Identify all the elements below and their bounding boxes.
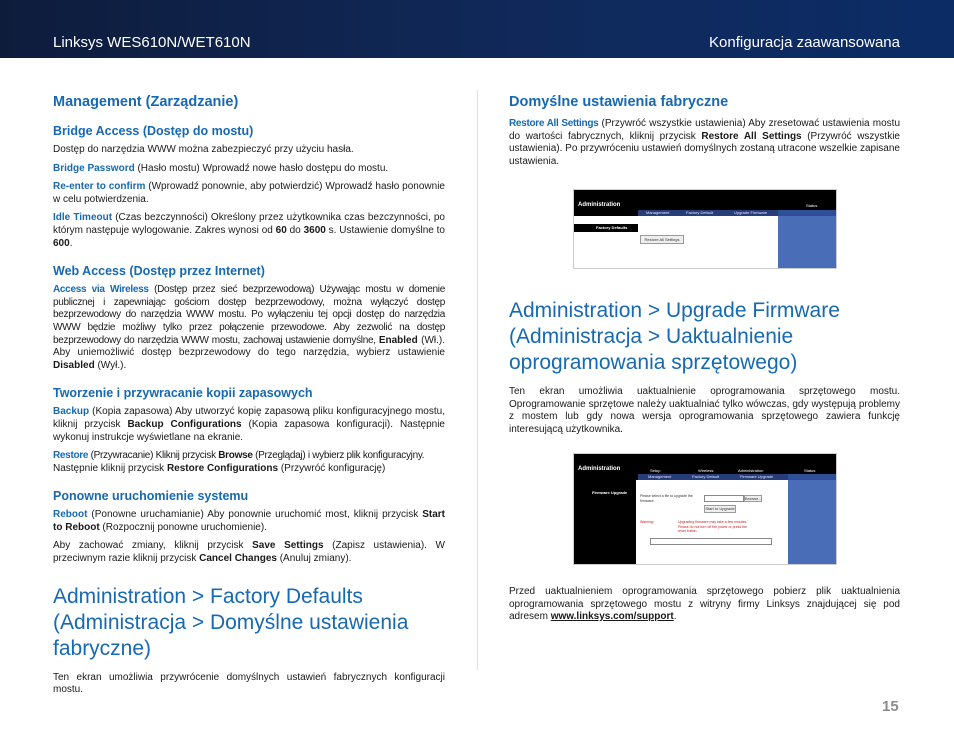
download-text-2: .: [673, 611, 677, 623]
bridge-password-para: [53, 163, 445, 176]
shot1-status-tab: Status: [806, 203, 818, 208]
right-column: [509, 90, 900, 168]
reboot-text-1: (Ponowne uruchamianie) Aby ponownie uruchomić most, kliknij przycisk: [87, 509, 423, 521]
reenter-text: (Wprowadź ponownie, aby potwierdzić) Wprowadź hasło ponownie w celu potwierdzenia.: [53, 181, 445, 205]
reboot-heading: Ponowne uruchomienie systemu: [53, 489, 249, 504]
shot1-side-label: Factory Defaults: [596, 225, 628, 230]
restore-all-text-1: (Przywróć wszystkie ustawienia) Aby zresetować ustawienia mostu do wartości fabrycznych, kliknij przycisk: [509, 118, 901, 142]
idle-text-4: .: [69, 237, 73, 249]
backup-heading: Tworzenie i przywracanie kopii zapasowych: [53, 386, 313, 401]
shot2-right-top: [788, 474, 836, 480]
upgrade-firmware-intro: Ten ekran umożliwia uaktualnienie oprogramowania sprzętowego mostu. Oprogramowanie sprzętowe należy uaktualniać tylko wówczas, gdy występują problemy z mostem lub gdy nowa wersja oprogramowania sprzętowego zawiera funkcję interesującą użytkownika.: [509, 386, 900, 435]
restore-all-text-2: (Przywróć wszystkie ustawienia). Po przywróceniu ustawień domyślnych zostaną utracone wszelkie zapisane ustawienia.: [509, 130, 900, 167]
bridge-access-intro: Dostęp do narzędzia WWW można zabezpieczyć przy użyciu hasła.: [53, 144, 354, 155]
restore-all-key: Restore All Settings: [509, 118, 599, 129]
cancel-changes-label: Cancel Changes: [199, 553, 277, 565]
shot2-warning-text: Upgrading firmware may take a few minutes. Please do not turn off the power or press the reset button.: [678, 520, 748, 533]
linksys-support-link[interactable]: www.linksys.com/support: [550, 611, 674, 623]
web-access-text-3: (Wył.).: [94, 359, 127, 371]
factory-defaults-heading: Administration > Factory Defaults (Administracja > Domyślne ustawienia fabryczne): [53, 584, 409, 660]
shot2-tab-setup[interactable]: Setup: [650, 468, 661, 473]
restore-configurations-label: Restore Configurations: [166, 462, 279, 474]
backup-para: [53, 406, 445, 444]
save-settings-label: Save Settings: [252, 540, 324, 552]
start-to-upgrade-button[interactable]: Start to Upgrade: [705, 506, 735, 511]
reboot-key: Reboot: [53, 509, 88, 521]
restore-para: [53, 450, 445, 475]
reboot-text-2: (Rozpocznij ponowne uruchomienie).: [99, 521, 267, 533]
download-para: [509, 586, 900, 624]
column-divider: [477, 90, 478, 670]
browse-label: Browse: [218, 450, 253, 462]
section-name: Konfiguracja zaawansowana: [709, 34, 900, 51]
shot1-right-top: [778, 210, 836, 216]
shot1-title: Administration: [578, 202, 621, 208]
shot2-title: Administration: [578, 466, 621, 472]
shot1-subtab-2: Factory Default: [686, 210, 714, 215]
restore-text-3: Następnie kliknij przycisk: [53, 462, 167, 474]
idle-text-1: (Czas bezczynności) Określony przez użytkownika czas bezczynności, po którym następuje wylogowanie. Zakres wynosi od: [53, 212, 445, 236]
shot2-right-panel: [788, 480, 836, 564]
backup-configurations-label: Backup Configurations: [127, 418, 242, 430]
right-column-bottom: [509, 586, 900, 624]
restore-all-settings-button[interactable]: Restore All Settings: [640, 235, 684, 244]
shot1-right-panel: [778, 216, 836, 268]
save-para: [53, 540, 445, 565]
web-access-text-1: (Dostęp przez sieć bezprzewodową) Używając mostu w domenie publicznej i zapewniając gościom dostęp bezprzewodowy, można wyłączyć dostęp bezprzewodowy do narzędzia WWW mostu. Po wyłączeniu tej opcji dostęp do narzędzia WWW będzie możliwy tylko przez połączenie przewodowe. Aby zezwolić na dostęp bezprzewodowy do narzędzia WWW mostu, zachowaj ustawienie domyślne,: [53, 284, 445, 346]
idle-timeout-para: [53, 212, 445, 250]
shot2-tab-status[interactable]: Status: [804, 468, 816, 473]
page-number: 15: [882, 698, 899, 715]
idle-default: 600: [53, 237, 70, 249]
reenter-para: [53, 181, 445, 206]
reboot-para: [53, 509, 445, 534]
shot2-tab-wireless[interactable]: Wireless: [698, 468, 714, 473]
restore-all-para: [509, 118, 900, 168]
defaults-heading: Domyślne ustawienia fabryczne: [509, 94, 729, 110]
shot2-warning-label: Warning:: [640, 520, 654, 524]
factory-defaults-screenshot: [573, 189, 837, 269]
web-access-heading: Web Access (Dostęp przez Internet): [53, 264, 265, 279]
restore-text-2: (Przeglądaj) i wybierz plik konfiguracyjny.: [252, 450, 425, 462]
shot2-side-label: Firmware Upgrade: [592, 490, 628, 495]
restore-key: Restore: [53, 450, 89, 462]
idle-text-3: s. Ustawienie domyślne to: [325, 224, 445, 236]
backup-key: Backup: [53, 406, 90, 418]
shot2-subtab-1: Management: [648, 474, 672, 479]
shot1-subtab-1: Management: [646, 210, 670, 215]
reenter-key: Re-enter to confirm: [53, 181, 146, 193]
restore-text-1: (Przywracanie) Kliknij przycisk: [88, 450, 219, 462]
bridge-access-heading: Bridge Access (Dostęp do mostu): [53, 124, 254, 138]
right-column-mid: [509, 298, 900, 436]
left-column: [53, 90, 445, 697]
shot1-subtab-3: Upgrade Firmware: [734, 210, 768, 215]
access-wireless-key: Access via Wireless: [53, 284, 149, 296]
save-text-1: Aby zachować zmiany, kliknij przycisk: [53, 540, 253, 552]
shot2-tab-administration[interactable]: Administration: [738, 468, 764, 473]
upgrade-firmware-screenshot: [573, 453, 837, 565]
enabled-value: Enabled: [378, 334, 418, 346]
bridge-password-key: Bridge Password: [53, 162, 135, 174]
idle-min: 60: [275, 224, 287, 236]
shot2-prompt: Please select a file to upgrade the firmware:: [640, 494, 693, 503]
page-header: [0, 0, 954, 58]
web-access-text-2: (Wł.). Aby uniemożliwić dostęp bezprzewodowy do tego narzędzia, wybierz ustawienie: [53, 334, 446, 359]
shot2-subtab-3: Firmware Upgrade: [740, 474, 774, 479]
start-to-reboot-label: Start to Reboot: [53, 509, 445, 533]
disabled-value: Disabled: [53, 359, 95, 371]
idle-timeout-key: Idle Timeout: [53, 212, 113, 224]
upgrade-firmware-heading: Administration > Upgrade Firmware (Administracja > Uaktualnienie oprogramowania sprzętowego): [509, 299, 840, 374]
restore-all-button-label: Restore All Settings: [701, 130, 802, 142]
shot2-progress-bar: [650, 538, 772, 545]
shot2-file-field[interactable]: [704, 495, 744, 502]
restore-text-4: (Przywróć konfigurację): [278, 462, 386, 474]
shot2-browse-button[interactable]: Browse...: [745, 496, 762, 501]
idle-max: 3600: [303, 224, 326, 236]
product-name: Linksys WES610N/WET610N: [53, 34, 251, 51]
download-text-1: Przed uaktualnieniem oprogramowania sprzętowego pobierz plik uaktualnienia oprogramowania sprzętowego mostu z witryny firmy Linksys znajdującej się pod adresem: [509, 586, 900, 623]
shot2-subtab-2: Factory Default: [692, 474, 720, 479]
idle-text-2: do: [286, 224, 304, 236]
save-text-2: (Zapisz ustawienia). W przeciwnym razie kliknij przycisk: [53, 540, 445, 565]
management-heading: Management (Zarządzanie): [53, 94, 239, 110]
factory-defaults-intro: Ten ekran umożliwia przywrócenie domyślnych ustawień fabrycznych konfiguracji mostu.: [53, 671, 445, 696]
web-access-para: [53, 284, 445, 372]
bridge-password-text: (Hasło mostu) Wprowadź nowe hasło dostępu do mostu.: [134, 162, 389, 174]
save-text-3: (Anuluj zmiany).: [276, 553, 352, 565]
backup-text-2: (Kopia zapasowa konfiguracji). Następnie wykonuj instrukcje wyświetlane na ekranie.: [53, 418, 445, 443]
backup-text-1: (Kopia zapasowa) Aby utworzyć kopię zapasową pliku konfiguracyjnego mostu, kliknij przycisk: [53, 406, 445, 430]
